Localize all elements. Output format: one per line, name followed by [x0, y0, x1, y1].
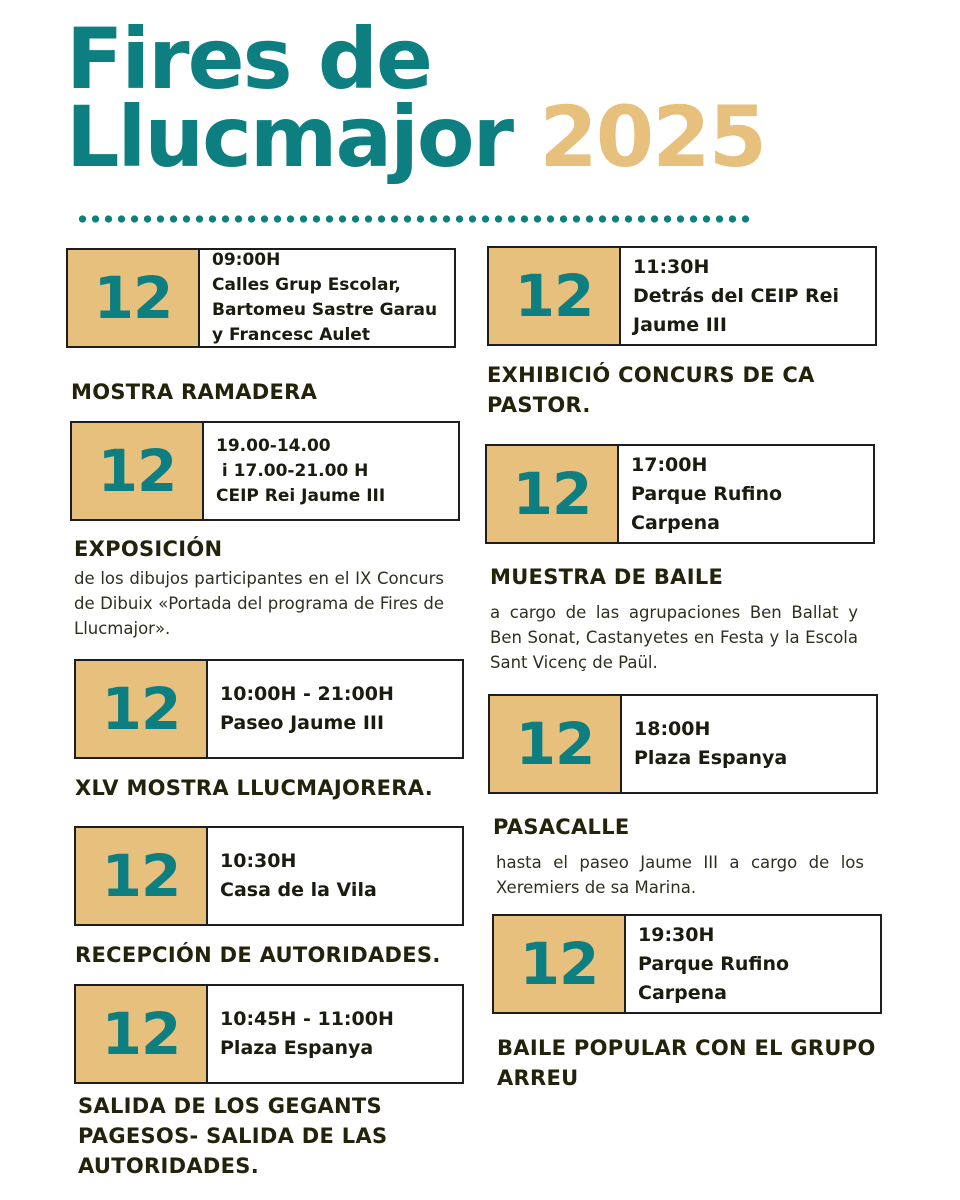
event-card	[487, 246, 877, 346]
event-day: 12	[490, 696, 622, 792]
event-details	[621, 248, 875, 344]
event-title: XLV MOSTRA LLUCMAJORERA.	[75, 776, 433, 800]
event-card	[74, 659, 464, 759]
event-place-line: Calles Grup Escolar,	[212, 275, 401, 295]
event-day: 12	[68, 250, 200, 346]
event-details	[619, 446, 873, 542]
event-time: i 17.00-21.00 H	[216, 460, 369, 481]
event-time: 18:00H	[634, 718, 711, 740]
event-details	[208, 661, 462, 757]
event-details	[208, 986, 462, 1082]
event-time: 17:00H	[631, 453, 708, 476]
event-details	[200, 250, 454, 346]
event-title: MUESTRA DE BAILE	[490, 565, 724, 589]
event-title: SALIDA DE LOS GEGANTS PAGESOS- SALIDA DE LAS AUTORIDADES.	[78, 1094, 388, 1178]
event-details	[626, 916, 880, 1012]
event-card	[74, 984, 464, 1084]
event-card	[485, 444, 875, 544]
event-details	[622, 696, 876, 792]
event-title: PASACALLE	[493, 815, 630, 839]
event-place-line: Parque Rufino	[631, 482, 783, 505]
event-place-line: Casa de la Vila	[220, 879, 377, 901]
event-day: 12	[489, 248, 621, 344]
event-day: 12	[72, 423, 204, 519]
event-time: 10:00H - 21:00H	[220, 683, 394, 705]
event-place-line: Bartomeu Sastre Garau	[212, 300, 438, 320]
event-place-line: Plaza Espanya	[634, 747, 788, 769]
event-time: 10:30H	[220, 850, 297, 872]
event-place-line: Detrás del CEIP Rei	[633, 284, 840, 307]
title-line-1: Fires de	[66, 10, 431, 108]
event-details	[204, 423, 458, 519]
event-place-line: Parque Rufino	[638, 952, 790, 975]
event-day: 12	[76, 661, 208, 757]
event-place-line: Plaza Espanya	[220, 1037, 374, 1059]
event-title: RECEPCIÓN DE AUTORIDADES.	[75, 943, 441, 967]
event-time: 11:30H	[633, 255, 710, 278]
event-title: EXHIBICIÓ CONCURS DE CA PASTOR.	[487, 363, 815, 417]
event-place-line: Carpena	[638, 981, 727, 1004]
title-line-2: Llucmajor	[66, 88, 513, 186]
event-time: 19.00-14.00	[216, 435, 331, 456]
event-card	[70, 421, 460, 521]
event-place-line: Paseo Jaume III	[220, 712, 385, 734]
event-time: 10:45H - 11:00H	[220, 1008, 394, 1030]
dotted-divider	[76, 212, 752, 226]
event-details	[208, 828, 462, 924]
event-place-line: CEIP Rei Jaume III	[216, 485, 386, 506]
event-day: 12	[494, 916, 626, 1012]
event-title: EXPOSICIÓN	[74, 537, 223, 561]
title-year: 2025	[539, 88, 766, 186]
event-description: hasta el paseo Jaume III a cargo de los Xeremiers de sa Marina.	[496, 853, 864, 897]
event-card	[488, 694, 878, 794]
event-time: 19:30H	[638, 923, 715, 946]
event-title: BAILE POPULAR CON EL GRUPO ARREU	[497, 1036, 876, 1090]
page-title	[66, 10, 766, 186]
event-description: de los dibujos participantes en el IX Concurs de Dibuix «Portada del programa de Fires de Llucmajor».	[74, 569, 444, 638]
event-title: MOSTRA RAMADERA	[71, 380, 318, 404]
event-description: a cargo de las agrupaciones Ben Ballat y Ben Sonat, Castanyetes en Festa y la Escola Sant Vicenç de Paül.	[490, 603, 858, 672]
event-place-line: y Francesc Aulet	[212, 325, 370, 345]
event-day: 12	[76, 986, 208, 1082]
event-card	[492, 914, 882, 1014]
event-day: 12	[487, 446, 619, 542]
event-card	[66, 248, 456, 348]
event-card	[74, 826, 464, 926]
event-place-line: Carpena	[631, 511, 720, 534]
event-day: 12	[76, 828, 208, 924]
event-time: 09:00H	[212, 250, 281, 270]
event-place-line: Jaume III	[633, 313, 727, 336]
